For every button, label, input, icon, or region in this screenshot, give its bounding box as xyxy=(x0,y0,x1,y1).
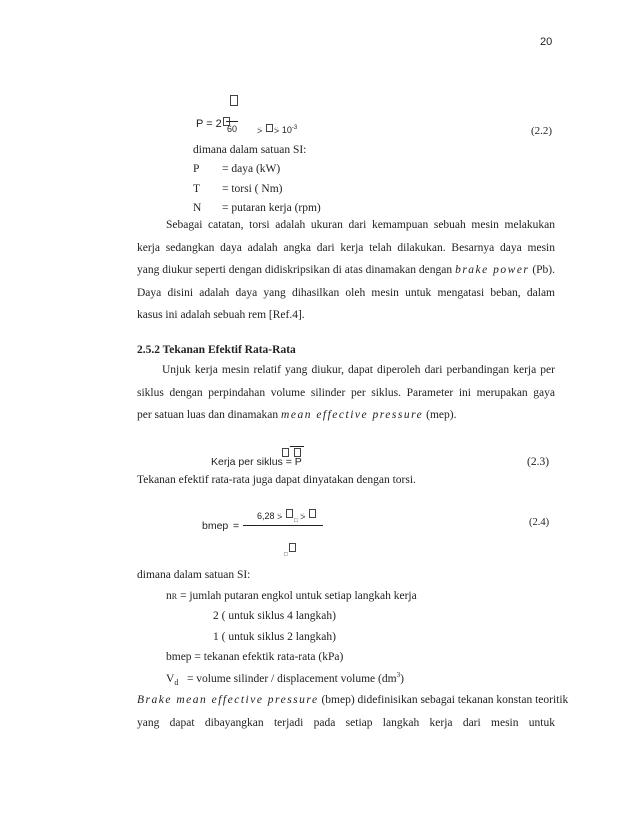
para1-line4: Daya disini adalah daya yang dihasilkan oleh mesin untuk mengatasi beban, dalam xyxy=(137,287,555,299)
si-intro-2: dimana dalam satuan SI: xyxy=(137,569,251,581)
eq23-overbar xyxy=(290,446,304,447)
section-line3: per satuan luas dan dinamakan mean effective pressure (mep). xyxy=(137,409,457,421)
si-bmep: bmep = tekanan efektik rata-rata (kPa) xyxy=(166,651,344,663)
eq22-tail: ⍩ ⍩ $10^{-3}$ xyxy=(257,125,298,135)
placeholder-glyph-icon xyxy=(309,509,316,518)
placeholder-glyph-icon xyxy=(289,543,296,552)
eq24-fraction-bar xyxy=(243,525,323,526)
eq24-denominator: □ xyxy=(284,543,297,558)
eq24-numerator: 6,28 ⍩ $_□$ ⍩ xyxy=(257,509,317,524)
placeholder-glyph-icon xyxy=(266,124,273,132)
si-def-t: = torsi ( Nm) xyxy=(222,183,283,195)
eq24-equals: = xyxy=(233,520,240,532)
placeholder-glyph-icon xyxy=(294,448,301,457)
si-def-n: = putaran kerja (rpm) xyxy=(222,202,321,214)
placeholder-glyph-icon xyxy=(282,448,289,457)
si-nr-opt1: 2 ( untuk siklus 4 langkah) xyxy=(213,610,336,622)
eq23-text: Kerja per siklus = P xyxy=(211,456,302,468)
eq22-denominator: 60 xyxy=(227,124,238,134)
si-sym-p: P xyxy=(193,163,200,175)
section-heading: 2.5.2 Tekanan Efektif Rata-Rata xyxy=(137,344,296,356)
si-sym-t: T xyxy=(193,183,201,195)
si-intro-1: dimana dalam satuan SI: xyxy=(193,144,307,156)
para1-line2: kerja sedangkan daya adalah angka dari kerja telah dilakukan. Besarnya daya mesin xyxy=(137,242,555,254)
eq22-lhs: P = 2 xyxy=(196,117,231,130)
para1-line3: yang diukur seperti dengan didiskripsikan di atas dinamakan dengan brake power (Pb). xyxy=(137,264,555,276)
para3-line1: Brake mean effective pressure (bmep) didefinisikan sebagai tekanan konstan teoritik xyxy=(137,694,569,706)
eq23-symbols xyxy=(281,448,302,461)
si-sym-n: N xyxy=(193,202,202,214)
si-vd: $V_d$ = volume silinder / displacement volume $(dm^3)$ xyxy=(166,671,404,688)
si-nr-opt2: 1 ( untuk siklus 2 langkah) xyxy=(213,631,336,643)
section-line1: Unjuk kerja mesin relatif yang diukur, dapat diperoleh dari perbandingan kerja per xyxy=(162,364,555,376)
section-line2: siklus dengan perpindahan volume silinder per siklus. Parameter ini merupakan gaya xyxy=(137,387,555,399)
para1-line1: Sebagai catatan, torsi adalah ukuran dari kemampuan sebuah mesin melakukan xyxy=(166,219,555,231)
page-number: 20 xyxy=(540,36,553,48)
placeholder-glyph-icon xyxy=(230,95,238,106)
si-nr: nR = jumlah putaran engkol untuk setiap langkah kerja xyxy=(166,590,417,602)
eq24-number: (2.4) xyxy=(529,517,550,528)
eq22-fraction-bar xyxy=(226,121,238,122)
para1-line5: kasus ini adalah sebuah rem [Ref.4]. xyxy=(137,309,305,321)
eq22-numerator-symbol xyxy=(229,95,239,110)
si-def-p: = daya (kW) xyxy=(222,163,281,175)
placeholder-glyph-icon xyxy=(286,509,293,518)
eq24-lhs: bmep xyxy=(202,520,229,532)
eq22-number: (2.2) xyxy=(531,125,553,137)
eq23-number: (2.3) xyxy=(527,456,550,468)
para2: Tekanan efektif rata-rata juga dapat dinyatakan dengan torsi. xyxy=(137,474,416,486)
para3-line2: yang dapat dibayangkan terjadi pada setiap langkah kerja dari mesin untuk xyxy=(137,717,555,729)
